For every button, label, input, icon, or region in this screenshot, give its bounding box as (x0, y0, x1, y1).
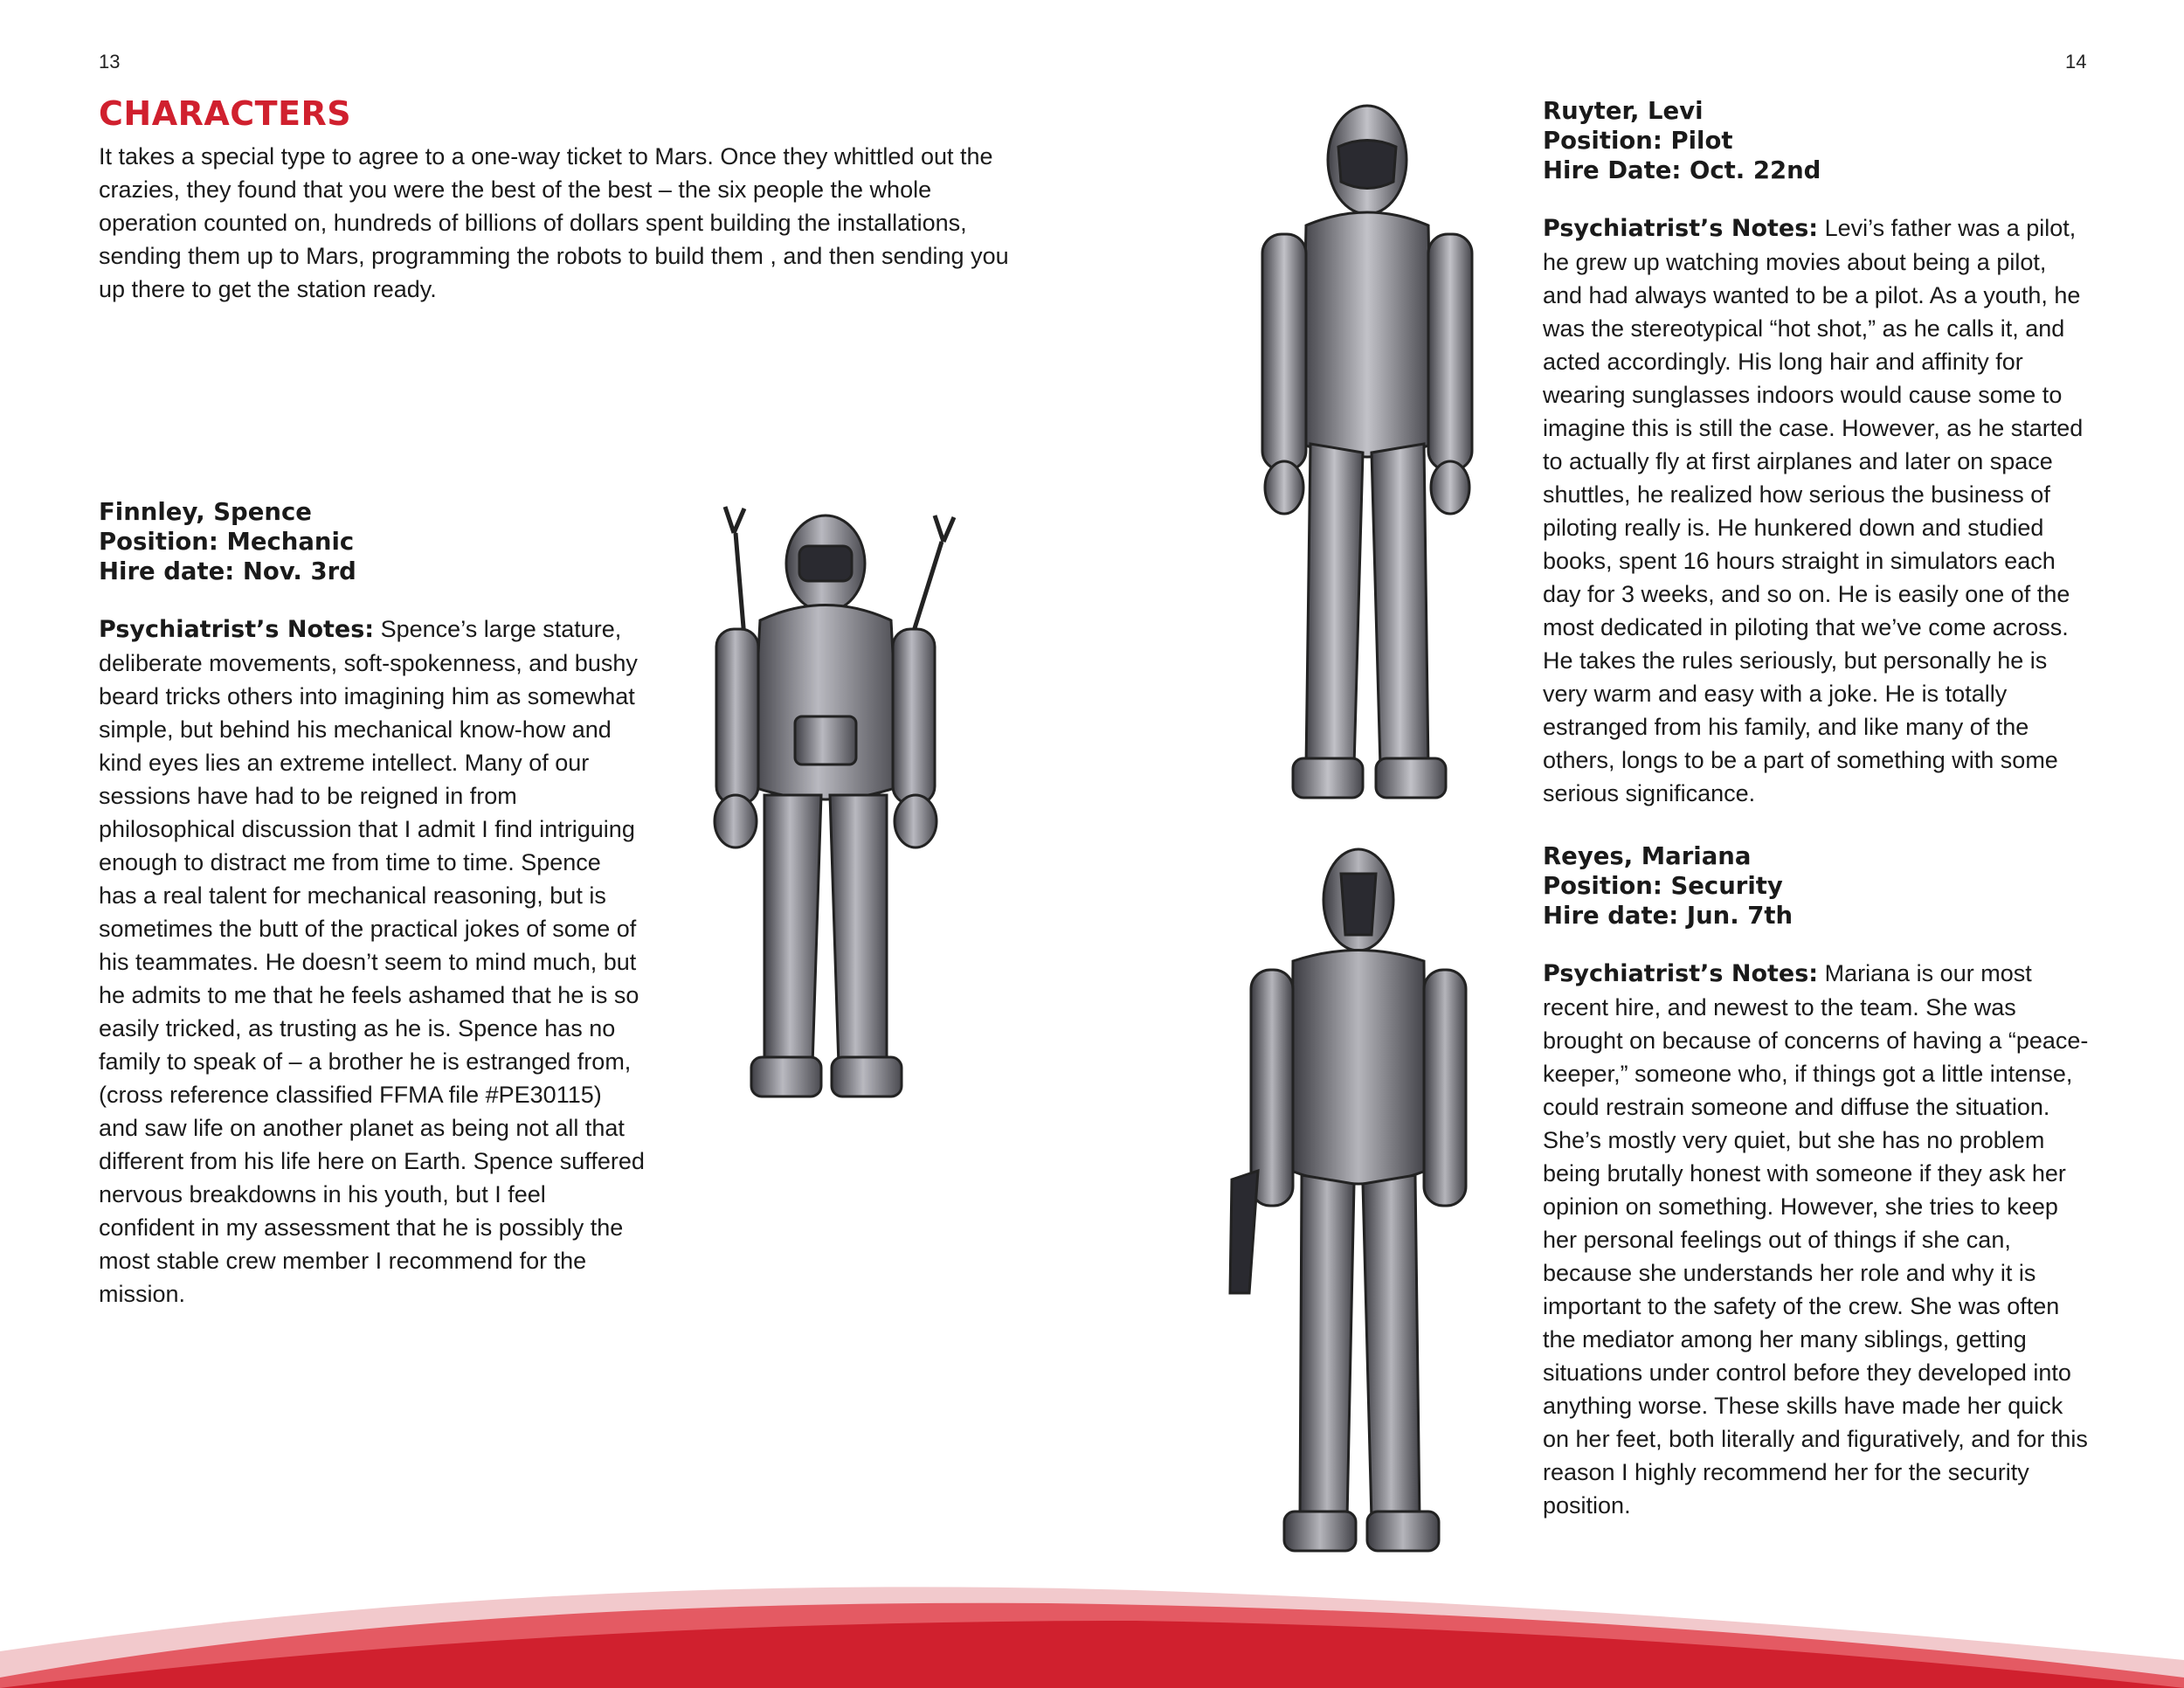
pilot-spacesuit-illustration (1223, 94, 1511, 811)
notes-label: Psychiatrist’s Notes: (1543, 215, 1819, 242)
character-card-reyes (1543, 841, 2089, 1522)
footer-red-wave (0, 1546, 2184, 1688)
page-number-right: 14 (2065, 51, 2087, 73)
character-card-ruyter (1543, 96, 2089, 810)
character-position: Position: Pilot (1543, 127, 1733, 155)
section-title: CHARACTERS (99, 94, 352, 133)
psychiatrist-notes (1543, 211, 2089, 810)
security-spacesuit-illustration (1197, 839, 1485, 1564)
character-position: Position: Security (1543, 872, 1783, 900)
character-name: Ruyter, Levi (1543, 97, 1704, 125)
character-name: Reyes, Mariana (1543, 842, 1752, 870)
psychiatrist-notes (99, 612, 645, 1311)
character-position: Position: Mechanic (99, 528, 355, 556)
notes-text: Spence’s large stature, deliberate movements, soft-spokenness, and bushy beard tricks others into imagining him as somewhat simple, but behind his mechanical know-how and kind eyes lies an extreme intellect. Many of our sessions have had to be reigned in from philosophical discussion that I admit I find intriguing enough to distract me from time to time. Spence has a real talent for mechanical reasoning, but is sometimes the butt of the practical jokes of some of his teammates. He doesn’t seem to mind much, but he admits to me that he feels ashamed that he is so easily tricked, as trusting as he is. Spence has no family to speak of – a brother he is estranged from, (cross reference classified FFMA file #PE30115) and saw life on another planet as being not all that different from his life here on Earth. Spence suffered nervous breakdowns in his youth, but I feel confident in my assessment that he is possibly the most stable crew member I recommend for the mission. (99, 616, 645, 1307)
character-hire-date: Hire date: Jun. 7th (1543, 902, 1794, 930)
page-number-left: 13 (99, 51, 121, 73)
character-hire-date: Hire Date: Oct. 22nd (1543, 156, 1821, 184)
psychiatrist-notes (1543, 957, 2089, 1522)
notes-text: Levi’s father was a pilot, he grew up watching movies about being a pilot, and had always wanted to be a pilot. As a youth, he was the stereotypical “hot shot,” as he calls it, and acted accordingly. His long hair and affinity for wearing sunglasses indoors would cause some to imagine this is still the case. However, as he started to actually fly at first airplanes and later on space shuttles, he realized how serious the business of piloting really is. He hunkered down and studied books, spent 16 hours straight in simulators each day for 3 weeks, and so on. He is easily one of the most dedicated in piloting that we’ve come across. He takes the rules seriously, but personally he is very warm and easy with a joke. He is totally estranged from his family, and like many of the others, longs to be a part of something with some serious significance. (1543, 215, 2084, 806)
intro-paragraph: It takes a special type to agree to a one-way ticket to Mars. Once they whittled out the crazies, they found that you were the best of the best – the six people the whole operation counted on, hundreds of billions of dollars spent building the installations, sending them up to Mars, programming the robots to build them , and then sending you up there to get the station ready. (99, 143, 1009, 302)
notes-label: Psychiatrist’s Notes: (1543, 960, 1819, 987)
notes-text: Mariana is our most recent hire, and newest to the team. She was brought on because of concerns of having a “peace-keeper,” someone who, if things got a little intense, could restrain someone and diffuse the situation. She’s mostly very quiet, but she has no problem being brutally honest with someone if they ask her opinion on something. However, she tries to keep her personal feelings out of things if she can, because she understands her role and why it is important to the safety of the crew. She was often the mediator among her many siblings, getting situations under control before they developed into anything worse. These skills have made her quick on her feet, both literally and figuratively, and for this reason I highly recommend her for the security position. (1543, 960, 2089, 1519)
character-card-finnley (99, 497, 645, 1311)
character-name: Finnley, Spence (99, 498, 312, 526)
character-hire-date: Hire date: Nov. 3rd (99, 557, 356, 585)
notes-label: Psychiatrist’s Notes: (99, 616, 375, 643)
mechanic-spacesuit-illustration (681, 498, 970, 1110)
